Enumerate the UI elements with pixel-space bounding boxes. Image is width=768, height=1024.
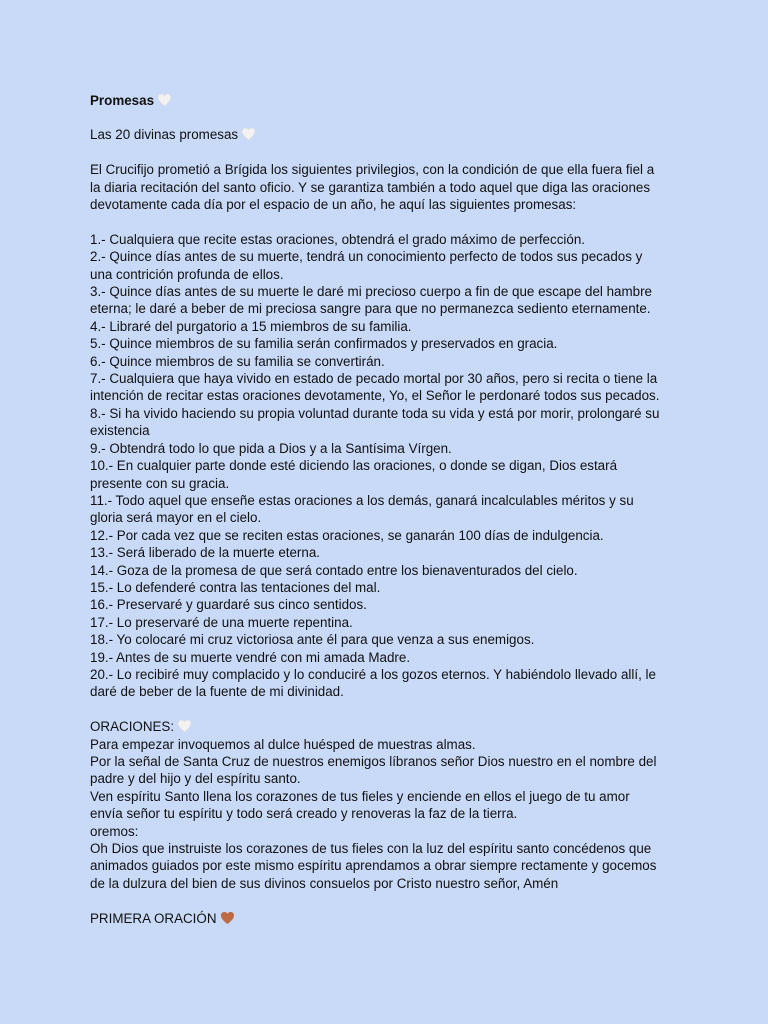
promise-line: 15.- Lo defenderé contra las tentaciones del mal.	[90, 579, 381, 595]
promise-line: 11.- Todo aquel que enseñe estas oraciones a los demás, ganará incalculables méritos y su	[90, 492, 634, 508]
primera-heading-text: PRIMERA ORACIÓN	[90, 910, 217, 926]
promise-line: 14.- Goza de la promesa de que será contado entre los bienaventurados del cielo.	[90, 562, 578, 578]
promise-line: 20.- Lo recibiré muy complacido y lo conduciré a los gozos eternos. Y habiéndolo llevado allí, le	[90, 666, 656, 682]
white-heart-icon	[241, 127, 256, 141]
white-heart-icon	[157, 93, 172, 107]
intro-paragraph	[90, 161, 690, 213]
oraciones-paragraph	[90, 736, 690, 893]
promise-line: intención de recitar estas oraciones devotamente, Yo, el Señor le perdonaré todos sus pecados.	[90, 388, 660, 404]
promise-line: 12.- Por cada vez que se reciten estas oraciones, se ganarán 100 días de indulgencia.	[90, 527, 604, 543]
promise-line: existencia	[90, 423, 150, 439]
subtitle	[90, 126, 690, 143]
oraciones-heading	[90, 718, 690, 735]
promise-line: 7.- Cualquiera que haya vivido en estado de pecado mortal por 30 años, pero si recita o tiene la	[90, 371, 658, 387]
intro-line: devotamente cada día por el espacio de un año, he aquí las siguientes promesas:	[90, 197, 577, 213]
oracion-line: oremos:	[90, 823, 139, 839]
intro-line: la diaria recitación del santo oficio. Y se garantiza también a todo aquel que diga las oraciones	[90, 179, 651, 195]
white-heart-icon	[177, 719, 192, 733]
promise-line: 19.- Antes de su muerte vendré con mi amada Madre.	[90, 649, 411, 665]
promise-line: 10.- En cualquier parte donde esté diciendo las oraciones, o donde se digan, Dios estará	[90, 458, 618, 474]
promise-line: 9.- Obtendrá todo lo que pida a Dios y a la Santísima Vírgen.	[90, 440, 452, 456]
promise-line: 5.- Quince miembros de su familia serán confirmados y preservados en gracia.	[90, 336, 558, 352]
promise-line: una contrición profunda de ellos.	[90, 266, 284, 282]
promise-line: presente con su gracia.	[90, 475, 230, 491]
promises-list	[90, 231, 690, 701]
oracion-line: envía señor tu espíritu y todo será creado y renoveras la faz de la tierra.	[90, 806, 518, 822]
brown-heart-icon	[220, 911, 235, 925]
promise-line: 4.- Libraré del purgatorio a 15 miembros de su familia.	[90, 318, 412, 334]
promise-line: 6.- Quince miembros de su familia se convertirán.	[90, 353, 385, 369]
oracion-line: padre y del hijo y del espíritu santo.	[90, 771, 301, 787]
promise-line: 1.- Cualquiera que recite estas oraciones, obtendrá el grado máximo de perfección.	[90, 231, 585, 247]
oracion-line: Por la señal de Santa Cruz de nuestros enemigos líbranos señor Dios nuestro en el nombre del	[90, 753, 657, 769]
title-text: Promesas	[90, 93, 155, 108]
oracion-line: de la dulzura del bien de sus divinos consuelos por Cristo nuestro señor, Amén	[90, 875, 559, 891]
promise-line: 2.- Quince días antes de su muerte, tendrá un conocimiento perfecto de todos sus pecados y	[90, 249, 643, 265]
document-title	[90, 92, 690, 109]
oracion-line: Oh Dios que instruiste los corazones de tus fieles con la luz del espíritu santo concédenos que	[90, 841, 652, 857]
promise-line: 13.- Será liberado de la muerte eterna.	[90, 545, 321, 561]
promise-line: gloria será mayor en el cielo.	[90, 510, 262, 526]
oraciones-heading-text: ORACIONES:	[90, 719, 175, 735]
oracion-line: Para empezar invoquemos al dulce huésped de muestras almas.	[90, 736, 476, 752]
subtitle-text: Las 20 divinas promesas	[90, 127, 239, 143]
promise-line: 8.- Si ha vivido haciendo su propia voluntad durante toda su vida y está por morir, prolongaré su	[90, 405, 660, 421]
promise-line: eterna; le daré a beber de mi preciosa sangre para que no permanezca sediento eternamente.	[90, 301, 651, 317]
primera-oracion-heading	[90, 910, 690, 927]
promise-line: 16.- Preservaré y guardaré sus cinco sentidos.	[90, 597, 367, 613]
intro-line: El Crucifijo prometió a Brígida los siguientes privilegios, con la condición de que ella fuera fiel a	[90, 162, 655, 178]
oracion-line: Ven espíritu Santo llena los corazones de tus fieles y enciende en ellos el juego de tu amor	[90, 788, 630, 804]
oracion-line: animados guiados por este mismo espíritu aprendamos a obrar siempre rectamente y gocemos	[90, 858, 657, 874]
promise-line: 18.- Yo colocaré mi cruz victoriosa ante él para que venza a sus enemigos.	[90, 632, 535, 648]
promise-line: 17.- Lo preservaré de una muerte repentina.	[90, 614, 353, 630]
promise-line: 3.- Quince días antes de su muerte le daré mi precioso cuerpo a fin de que escape del hambre	[90, 284, 652, 300]
promise-line: daré de beber de la fuente de mi divinidad.	[90, 684, 344, 700]
